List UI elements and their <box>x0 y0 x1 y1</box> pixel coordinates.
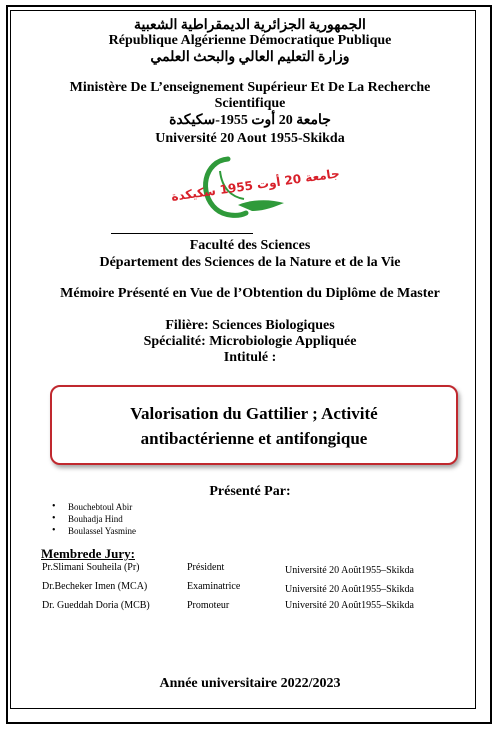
thesis-title-box <box>50 385 458 465</box>
jury-title: Membrede Jury: <box>41 546 135 561</box>
logo-text: جامعة 20 أوت 1955 سكيكدة <box>170 166 341 204</box>
university-french: Université 20 Aout 1955-Skikda <box>155 131 345 146</box>
jury-member-name: Dr.Becheker Imen (MCA) <box>42 581 148 592</box>
jury-member-role: Examinatrice <box>187 581 241 592</box>
republic-arabic: الجمهورية الجزائرية الديمقراطية الشعبية <box>134 18 366 33</box>
thesis-title-line2: antibactérienne et antifongique <box>140 429 368 448</box>
jury-member-name: Pr.Slimani Souheila (Pr) <box>42 562 140 573</box>
student-item: • Boulassel Yasmine <box>52 525 136 537</box>
presented-by-heading: Présenté Par: <box>209 484 291 499</box>
students-list <box>52 501 136 537</box>
university-logo-graphic <box>170 153 341 223</box>
student-item: • Bouhadja Hind <box>52 513 136 525</box>
ministry-french-line1: Ministère De L’enseignement Supérieur Et De La Recherche <box>69 80 431 95</box>
jury-member-university: Université 20 Août1955–Skikda <box>285 565 414 576</box>
filiere: Filière: Sciences Biologiques <box>165 318 335 333</box>
ministry-french-line2: Scientifique <box>214 96 286 111</box>
jury-row <box>0 600 500 614</box>
republic-french: République Algérienne Démocratique Publique <box>108 33 392 48</box>
jury-member-role: Promoteur <box>187 600 230 611</box>
separator-line <box>111 233 253 234</box>
jury-row <box>0 581 500 595</box>
university-logo <box>170 153 341 223</box>
specialite: Spécialité: Microbiologie Appliquée <box>143 334 357 349</box>
jury-member-role: Président <box>187 562 225 573</box>
thesis-title-line1: Valorisation du Gattilier ; Activité <box>130 404 378 423</box>
faculty-name: Faculté des Sciences <box>189 238 311 253</box>
jury-member-university: Université 20 Août1955–Skikda <box>285 584 414 595</box>
jury-member-university: Université 20 Août1955–Skikda <box>285 600 414 611</box>
intitule-label: Intitulé : <box>223 350 277 365</box>
jury-member-name: Dr. Gueddah Doria (MCB) <box>42 600 150 611</box>
academic-year: Année universitaire 2022/2023 <box>159 676 341 691</box>
jury-row <box>0 562 500 576</box>
ministry-arabic: وزارة التعليم العالي والبحث العلمي <box>150 50 350 65</box>
university-arabic: جامعة 20 أوت 1955-سكيكدة <box>169 113 331 128</box>
memoire-statement: Mémoire Présenté en Vue de l’Obtention du Diplôme de Master <box>60 286 440 301</box>
department-name: Département des Sciences de la Nature et de la Vie <box>99 255 401 270</box>
student-item: • Bouchebtoul Abir <box>52 501 136 513</box>
